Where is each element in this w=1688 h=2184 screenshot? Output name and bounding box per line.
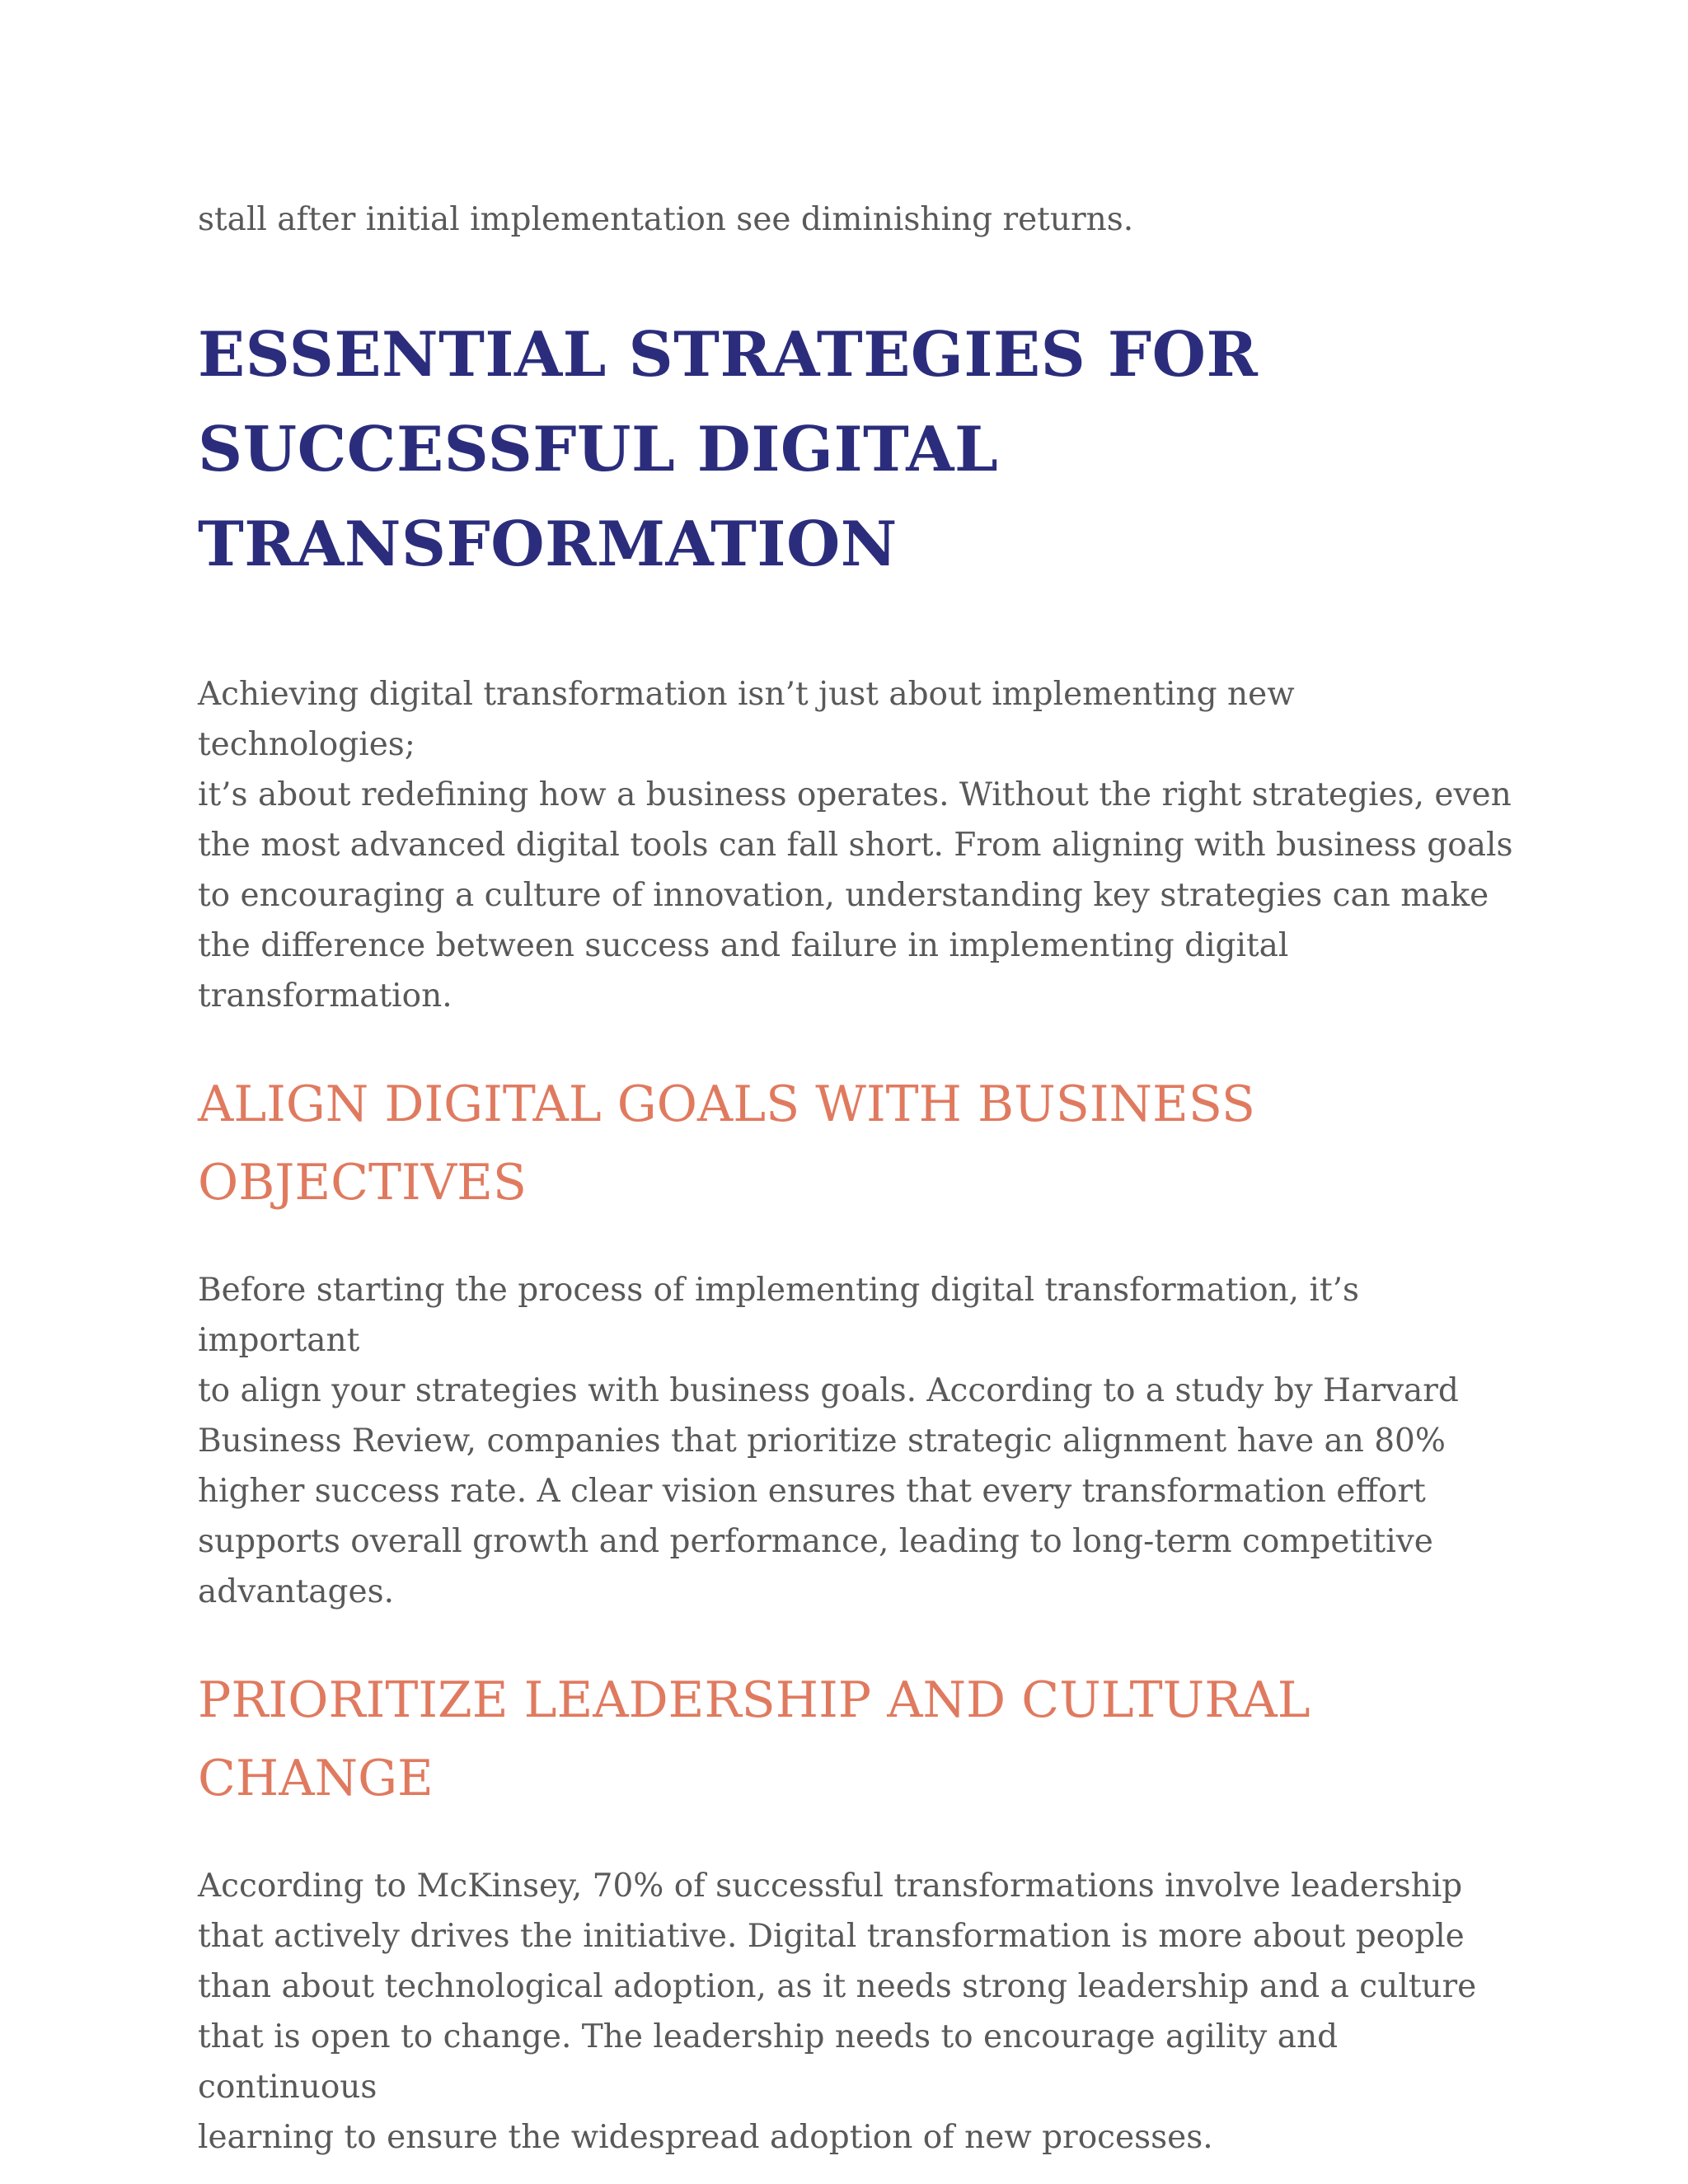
- section-body-align-goals: Before starting the process of implementing digital transformation, it’s important to align your strategies with business goals. According to a study by Harvard Business Review, companies that prioritize strategic alignment have an 80% higher success rate. A clear vision ensures that every transformation effort supports overall growth and performance, leading to long-term competitive advantages.: [198, 1272, 1459, 1610]
- page-title: ESSENTIAL STRATEGIES FOR SUCCESSFUL DIGITAL TRANSFORMATION: [198, 318, 1259, 580]
- section-heading-leadership: PRIORITIZE LEADERSHIP AND CULTURAL CHANGE: [198, 1671, 1311, 1807]
- section-body-leadership: According to McKinsey, 70% of successful transformations involve leadership that actively drives the initiative. Digital transformation is more about people than about technological adoption, as it needs strong leadership and a culture that is open to change. The leadership needs to encourage agility and continuous learning to ensure the widespread adoption of new processes.: [198, 1868, 1477, 2156]
- intro-paragraph: Achieving digital transformation isn’t just about implementing new technologies; it’s about redefining how a business operates. Without the right strategies, even the most advanced digital tools can fall short. From aligning with business goals to encouraging a culture of innovation, understanding key strategies can make the difference between success and failure in implementing digital transformation.: [198, 676, 1513, 1015]
- continued-paragraph: stall after initial implementation see diminishing returns.: [198, 201, 1134, 238]
- section-heading-align-goals: ALIGN DIGITAL GOALS WITH BUSINESS OBJECTIVES: [198, 1076, 1255, 1212]
- document-page: [198, 194, 1517, 2163]
